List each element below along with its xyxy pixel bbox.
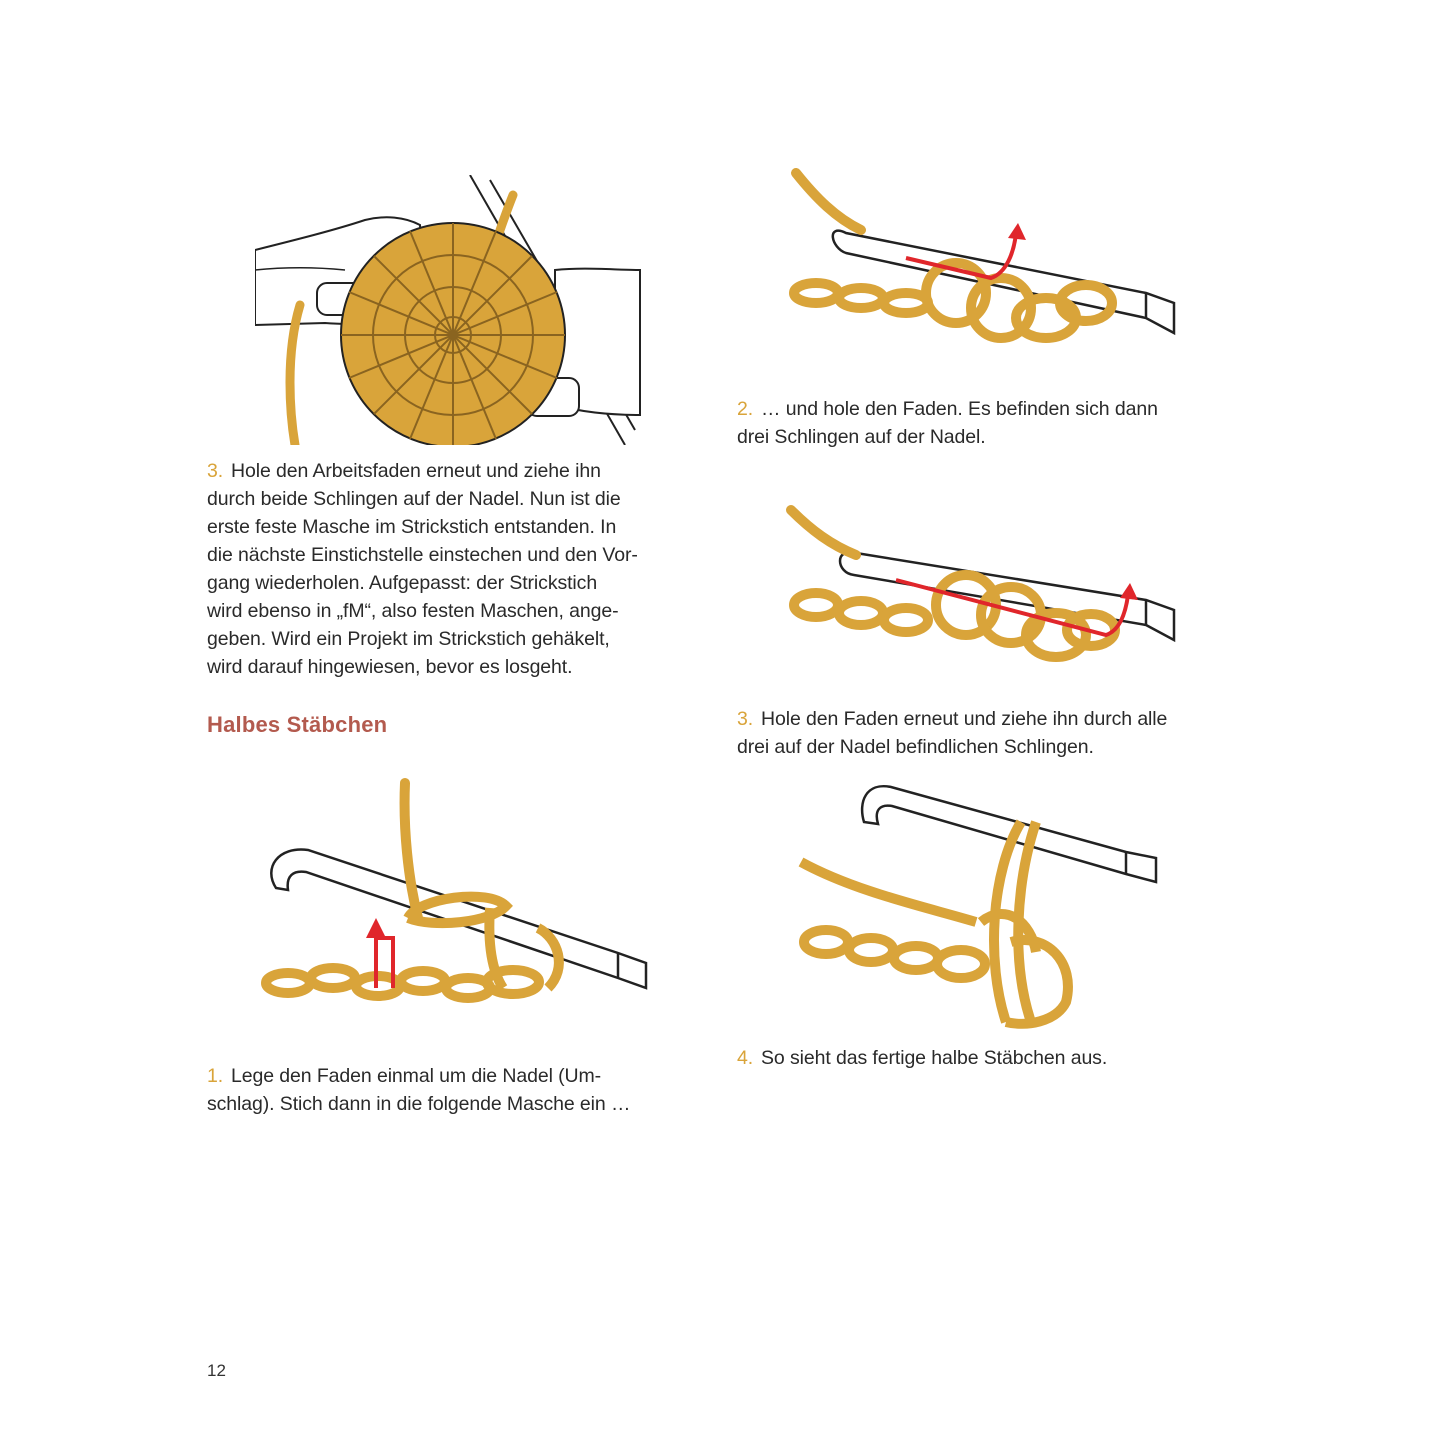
page-number: 12 (207, 1361, 226, 1380)
text-line: die nächste Einstichstelle einstechen und den Vor- (207, 544, 638, 566)
pull-yarn-drawing (786, 168, 1178, 363)
step-number: 3. (207, 460, 224, 482)
text-line: gang wiederholen. Aufgepasst: der Strickstich (207, 572, 598, 594)
step-number: 1. (207, 1065, 224, 1087)
step-number: 2. (737, 398, 754, 420)
text-line: Hole den Arbeitsfaden erneut und ziehe ihn (231, 460, 601, 482)
text-line: wird ebenso in „fM“, also festen Maschen, ange- (207, 600, 619, 622)
text-line: erste feste Masche im Strickstich entstanden. In (207, 516, 617, 538)
step-3-text (207, 457, 701, 681)
text-line: geben. Wird ein Projekt im Strickstich gehäkelt, (207, 628, 610, 650)
step-4-text (737, 1044, 1241, 1072)
step-2-text (737, 395, 1231, 451)
text-line: durch beide Schlingen auf der Nadel. Nun ist die (207, 488, 621, 510)
step-number: 4. (737, 1047, 754, 1069)
text-line: … und hole den Faden. Es befinden sich dann (761, 398, 1158, 420)
step-1-text (207, 1062, 711, 1118)
text-line: wird darauf hingewiesen, bevor es losgeht. (207, 656, 573, 678)
text-line: Lege den Faden einmal um die Nadel (Um- (231, 1065, 602, 1087)
yarn-over-drawing (258, 778, 650, 1018)
step-3-right-text (737, 705, 1241, 761)
illustration-crochet-round (255, 175, 645, 445)
crochet-round-drawing (255, 175, 645, 445)
step-number: 3. (737, 708, 754, 730)
pull-through-drawing (786, 505, 1178, 675)
illustration-pull-yarn (786, 168, 1178, 363)
illustration-pull-through (786, 505, 1178, 675)
illustration-finished-stitch (796, 782, 1160, 1032)
text-line: Hole den Faden erneut und ziehe ihn durch alle (761, 708, 1168, 730)
illustration-yarn-over (258, 778, 650, 1018)
text-line: So sieht das fertige halbe Stäbchen aus. (761, 1047, 1108, 1069)
text-line: drei Schlingen auf der Nadel. (737, 426, 986, 448)
finished-stitch-drawing (796, 782, 1160, 1032)
text-line: schlag). Stich dann in die folgende Masche ein … (207, 1093, 631, 1115)
section-heading: Halbes Stäbchen (207, 712, 388, 737)
text-line: drei auf der Nadel befindlichen Schlingen. (737, 736, 1094, 758)
